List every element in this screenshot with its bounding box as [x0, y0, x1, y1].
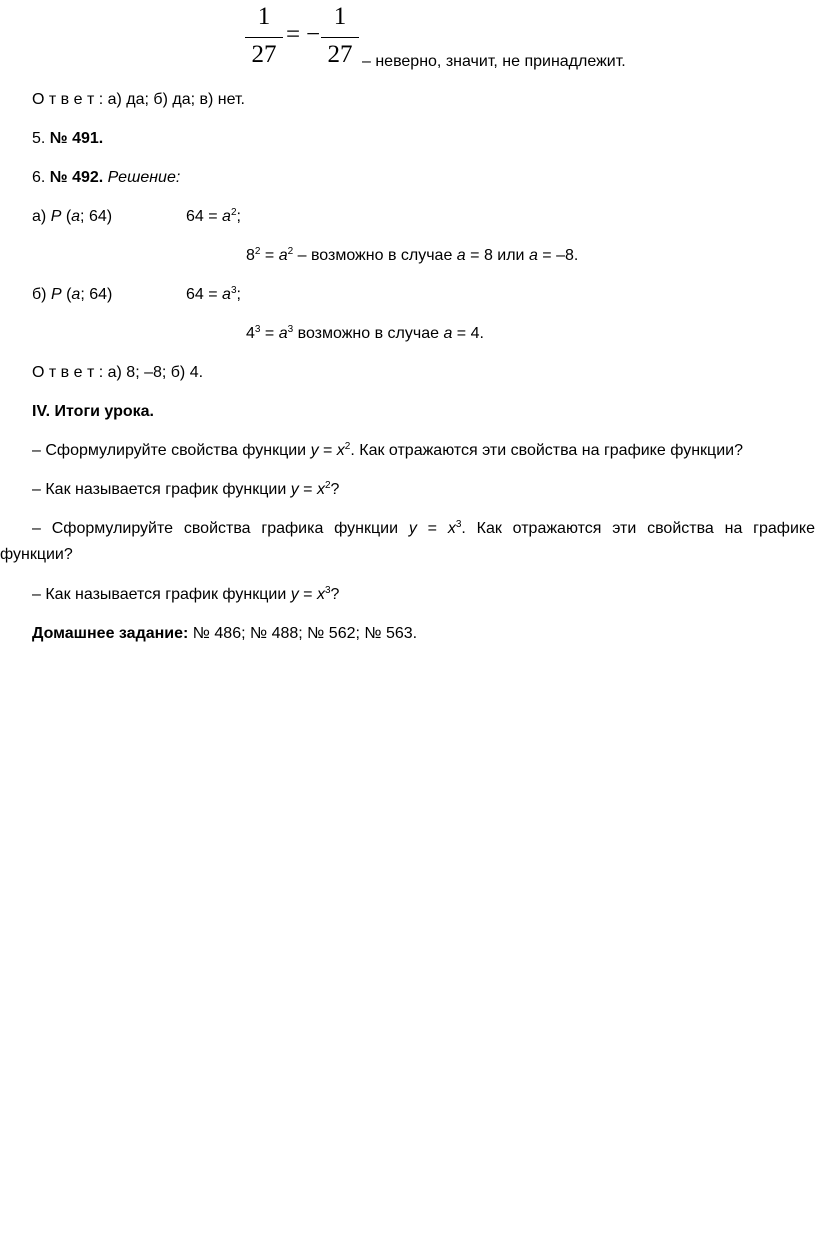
q4-eq: = — [298, 586, 317, 603]
part-a-r-base: 8 — [246, 247, 255, 264]
part-a-point-rest: ; 64) — [80, 208, 113, 225]
part-b-r-text: возможно в случае — [293, 325, 444, 342]
answer-1: О т в е т : а) да; б) да; в) нет. — [32, 91, 245, 108]
part-a-result — [246, 246, 578, 266]
q3-w6: Как — [476, 520, 502, 537]
q1-y: y — [310, 442, 319, 459]
part-b-point-var: P — [50, 286, 62, 303]
task-6-number: № 492. — [49, 169, 104, 186]
q3-x: x — [447, 520, 456, 537]
q2-eq: = — [298, 481, 317, 498]
q1-pre: – Сформулируйте свойства функции — [32, 442, 311, 459]
q4-x: x — [316, 586, 325, 603]
part-b-label: б) — [32, 286, 47, 303]
left-denominator: 27 — [251, 41, 277, 68]
right-fraction-bar — [321, 37, 359, 38]
q3-pow: 3 — [455, 519, 462, 530]
part-a-r-a2: a — [528, 247, 538, 264]
q3-w9: свойства — [647, 520, 714, 537]
part-a-label: а) — [32, 208, 47, 225]
q2-x: x — [316, 481, 325, 498]
q1-x: x — [336, 442, 345, 459]
q2-post: ? — [330, 481, 340, 498]
part-a-eq-pow: 2 — [230, 207, 237, 218]
part-b-eq-var: a — [222, 286, 231, 303]
part-b-point — [32, 285, 112, 305]
part-b-r-a1: a — [443, 325, 453, 342]
part-a-r-pow: 2 — [254, 246, 261, 257]
part-a-point-open: ( — [65, 208, 72, 225]
part-a-point-var: P — [50, 208, 62, 225]
part-b-r-val1: = 4. — [452, 325, 484, 342]
part-b-r-base: 4 — [246, 325, 255, 342]
q4-y: y — [290, 586, 299, 603]
q3-w10: на — [724, 520, 743, 537]
part-a-r-var-pow: 2 — [287, 246, 294, 257]
question-1 — [32, 441, 743, 461]
homework — [32, 624, 417, 644]
q4-pow: 3 — [324, 585, 331, 596]
part-a-eq-left: 64 = — [186, 208, 223, 225]
question-4 — [32, 585, 339, 605]
section-title: IV. Итоги урока. — [32, 403, 154, 420]
left-numerator: 1 — [257, 3, 271, 30]
part-a-r-val1: = 8 или — [465, 247, 529, 264]
homework-label: Домашнее задание: — [32, 625, 189, 642]
equals-sign: = — [286, 21, 301, 48]
part-b-r-pow: 3 — [254, 324, 261, 335]
q3-eq: = — [427, 520, 437, 537]
part-a-r-eq: = — [260, 247, 279, 264]
part-b-r-var: a — [278, 325, 288, 342]
q3-w3: свойства — [183, 520, 251, 537]
q3-w7: отражаются — [512, 520, 602, 537]
part-b-eq-pow: 3 — [230, 285, 237, 296]
part-a-r-var: a — [278, 247, 288, 264]
q3-x-group — [448, 519, 466, 539]
part-a-point-a: a — [71, 208, 81, 225]
q3-w4: графика — [261, 520, 324, 537]
q3-w2: Сформулируйте — [51, 520, 174, 537]
q4-post: ? — [330, 586, 340, 603]
part-a-r-text: – возможно в случае — [293, 247, 457, 264]
part-b-r-eq: = — [260, 325, 279, 342]
minus-sign: − — [306, 21, 321, 48]
q1-eq: = — [318, 442, 337, 459]
right-denominator: 27 — [327, 41, 353, 68]
q4-pre: – Как называется график функции — [32, 586, 291, 603]
q2-y: y — [290, 481, 299, 498]
part-b-point-open: ( — [66, 286, 72, 303]
q3-line-2: функции? — [0, 546, 73, 563]
formula-conclusion: – неверно, значит, не принадлежит. — [362, 53, 626, 70]
task-5-prefix: 5. — [32, 130, 46, 147]
q3-w1: – — [32, 520, 41, 537]
question-2 — [32, 480, 339, 500]
part-b-result — [246, 324, 484, 344]
part-a-point — [32, 207, 112, 227]
q3-w11: графике — [753, 520, 815, 537]
q3-w8: эти — [612, 520, 637, 537]
homework-text: № 486; № 488; № 562; № 563. — [188, 625, 418, 642]
part-a-eq-end: ; — [236, 208, 241, 225]
part-b-point-rest: ; 64) — [80, 286, 113, 303]
task-5-number: № 491. — [49, 130, 104, 147]
part-a-r-val2: = –8. — [537, 247, 579, 264]
right-numerator: 1 — [333, 3, 347, 30]
q3-line-1 — [32, 519, 815, 539]
task-6-solution: Решение: — [107, 169, 181, 186]
task-6-prefix: 6. — [32, 169, 46, 186]
part-a-r-a1: a — [456, 247, 466, 264]
task-5 — [32, 129, 103, 149]
q1-post: . Как отражаются эти свойства на графике функции? — [350, 442, 743, 459]
q3-dot: . — [461, 520, 466, 537]
part-b-eq-end: ; — [236, 286, 241, 303]
part-b-point-a: a — [71, 286, 81, 303]
q3-w5: функции — [334, 520, 399, 537]
part-a-equation — [186, 207, 241, 227]
part-a-eq-var: a — [222, 208, 231, 225]
q2-pre: – Как называется график функции — [32, 481, 291, 498]
q3-y: y — [408, 520, 417, 537]
task-6 — [32, 168, 180, 188]
part-b-eq-left: 64 = — [186, 286, 223, 303]
left-fraction-bar — [245, 37, 283, 38]
answer-2: О т в е т : а) 8; –8; б) 4. — [32, 364, 204, 381]
part-b-r-var-pow: 3 — [287, 324, 294, 335]
part-b-equation — [186, 285, 241, 305]
q1-pow: 2 — [344, 441, 351, 452]
q2-pow: 2 — [324, 480, 331, 491]
